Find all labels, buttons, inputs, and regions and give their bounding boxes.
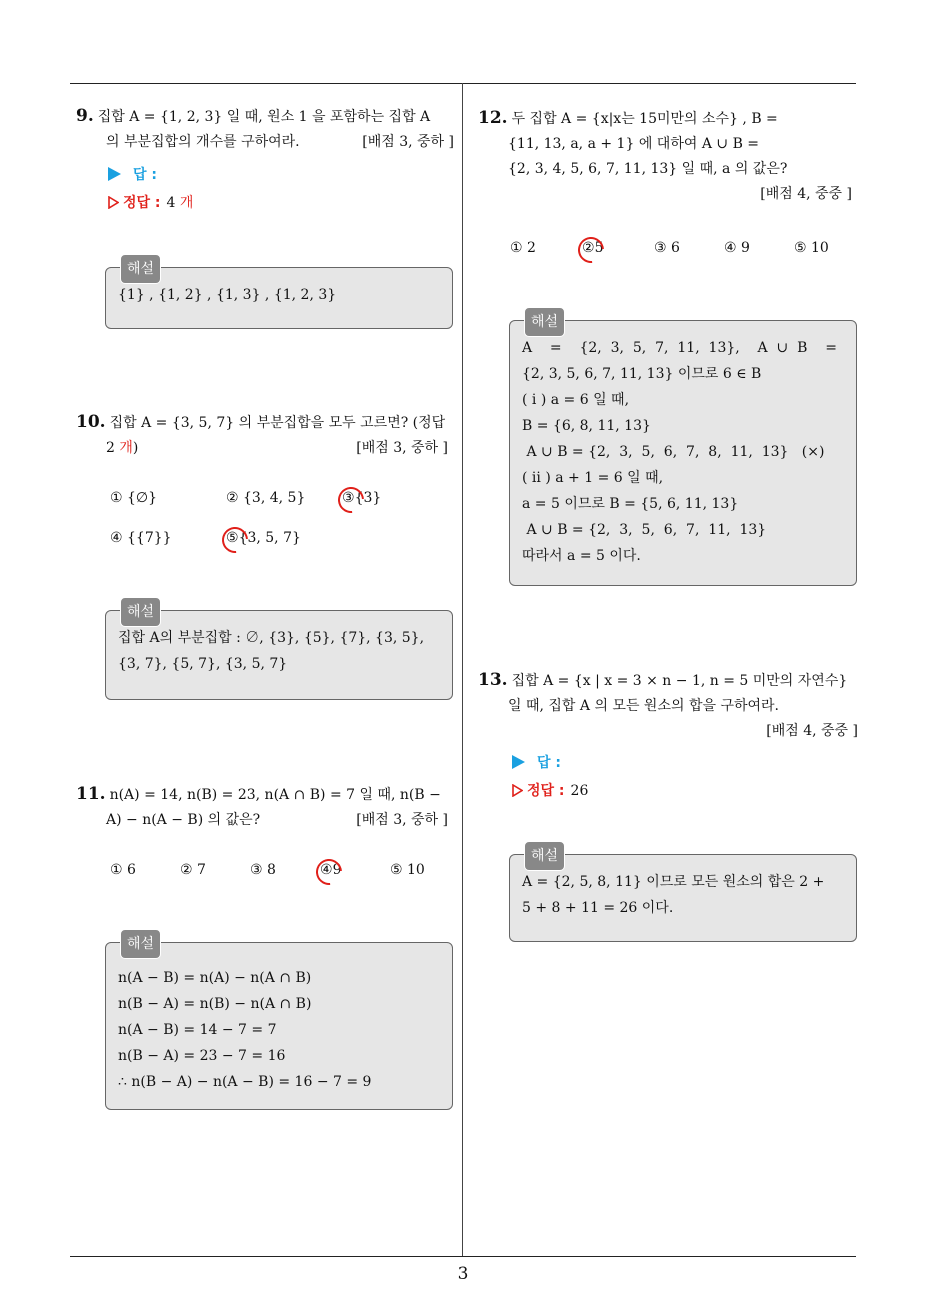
play-outline-icon	[512, 784, 523, 797]
choice-4[interactable]: ④ {{7}}	[110, 530, 172, 546]
question-text-line: {11, 13, a, a + 1} 에 대하여 A ∪ B =	[508, 136, 760, 152]
selected-circle-mark	[217, 522, 254, 559]
choice-3[interactable]: ③ 6	[654, 240, 680, 256]
explanation-line: ∴ n(B − A) − n(A − B) = 16 − 7 = 9	[118, 1074, 372, 1090]
question-9	[76, 104, 454, 155]
answer-label: 답 :	[537, 755, 561, 771]
question-text-line: 두 집합 A = {x|x는 15미만의 소수} , B =	[511, 111, 778, 127]
question-text-line: 집합 A = {x | x = 3 × n − 1, n = 5 미만의 자연수}	[511, 673, 848, 689]
choice-1[interactable]: ① 6	[110, 862, 136, 878]
question-text-line: 의 부분집합의 개수를 구하여라.	[106, 134, 300, 150]
explanation-line: ( i ) a = 6 일 때,	[522, 392, 630, 408]
choice-2[interactable]: ② 5	[582, 240, 603, 256]
score-label: [배점 4, 중중 ]	[760, 186, 852, 202]
play-icon	[108, 167, 121, 181]
question-10: 10. 집합 A = {3, 5, 7} 의 부분집합을 모두 고르면? (정답 2 개) [배점 3, 중하 ]	[76, 410, 454, 461]
explanation-line: n(B − A) = 23 − 7 = 16	[118, 1048, 286, 1064]
score-label: [배점 3, 중하 ]	[362, 134, 454, 150]
explanation-box	[509, 314, 857, 586]
question-text-line: 집합 A = {3, 5, 7} 의 부분집합을 모두 고르면? (정답	[109, 415, 446, 431]
explanation-line: A ∪ B = {2, 3, 5, 6, 7, 8, 11, 13} (×)	[522, 444, 825, 460]
choice-4[interactable]: ④ 9	[320, 862, 341, 878]
explanation-line: a = 5 이므로 B = {5, 6, 11, 13}	[522, 496, 739, 512]
selected-circle-mark	[311, 854, 348, 891]
question-text-line: n(A) = 14, n(B) = 23, n(A ∩ B) = 7 일 때, n(B −	[109, 787, 441, 803]
explanation-line: 집합 A의 부분집합 : ∅, {3}, {5}, {7}, {3, 5},	[118, 630, 425, 646]
answer-label: 답 :	[133, 167, 157, 183]
explanation-tag: 해설	[524, 841, 565, 871]
choice-4[interactable]: ④ 9	[724, 240, 750, 256]
correct-answer-value: 26	[570, 783, 589, 799]
choice-5[interactable]: ⑤ 10	[390, 862, 425, 878]
selected-circle-mark	[333, 482, 370, 519]
choice-3[interactable]: ③ {3}	[342, 490, 381, 506]
explanation-line: A = {2, 5, 8, 11} 이므로 모든 원소의 합은 2 +	[522, 874, 825, 890]
correct-answer-value: 4 개	[166, 195, 194, 211]
explanation-line: n(A − B) = 14 − 7 = 7	[118, 1022, 277, 1038]
explanation-line: n(B − A) = n(B) − n(A ∩ B)	[118, 996, 312, 1012]
column-divider	[462, 83, 463, 1256]
choice-list	[110, 490, 450, 550]
question-number: 11.	[76, 784, 106, 804]
play-icon	[512, 755, 525, 769]
correct-answer-label: 정답 :	[527, 783, 565, 799]
explanation-line: {2, 3, 5, 6, 7, 11, 13} 이므로 6 ∈ B	[522, 366, 762, 382]
explanation-line: ( ii ) a + 1 = 6 일 때,	[522, 470, 664, 486]
question-text-line: 일 때, 집합 A 의 모든 원소의 합을 구하여라.	[508, 698, 779, 714]
question-11	[76, 782, 454, 833]
correct-answer-label: 정답 :	[123, 195, 161, 211]
explanation-tag: 해설	[120, 597, 161, 627]
choice-1[interactable]: ① {∅}	[110, 490, 158, 506]
explanation-box	[105, 604, 453, 700]
question-text-line: A) − n(A − B) 의 값은?	[106, 812, 261, 828]
question-number: 10.	[76, 412, 106, 432]
choice-2[interactable]: ② {3, 4, 5}	[226, 490, 306, 506]
question-text-line: {2, 3, 4, 5, 6, 7, 11, 13} 일 때, a 의 값은?	[508, 161, 788, 177]
explanation-box	[105, 261, 453, 329]
explanation-line: {1} , {1, 2} , {1, 3} , {1, 2, 3}	[118, 287, 337, 303]
choice-5[interactable]: ⑤ {3, 5, 7}	[226, 530, 301, 546]
choice-list	[510, 240, 856, 264]
explanation-tag: 해설	[120, 929, 161, 959]
explanation-line: 5 + 8 + 11 = 26 이다.	[522, 900, 674, 916]
question-number: 9.	[76, 106, 94, 126]
question-13	[478, 668, 858, 744]
answer-line	[108, 164, 163, 184]
page-number: 3	[457, 1264, 469, 1284]
score-label: [배점 3, 중하 ]	[356, 812, 448, 828]
explanation-line: n(A − B) = n(A) − n(A ∩ B)	[118, 970, 312, 986]
explanation-line: {3, 7}, {5, 7}, {3, 5, 7}	[118, 656, 288, 672]
explanation-line: B = {6, 8, 11, 13}	[522, 418, 651, 434]
choice-1[interactable]: ① 2	[510, 240, 536, 256]
answer-line	[512, 752, 567, 772]
score-label: [배점 3, 중하 ]	[356, 440, 448, 456]
question-number: 12.	[478, 108, 508, 128]
explanation-tag: 해설	[524, 307, 565, 337]
explanation-box	[509, 848, 857, 942]
question-12	[478, 106, 858, 207]
explanation-box	[105, 936, 453, 1110]
choice-2[interactable]: ② 7	[180, 862, 206, 878]
explanation-tag: 해설	[120, 254, 161, 284]
play-outline-icon	[108, 196, 119, 209]
explanation-line: A ∪ B = {2, 3, 5, 6, 7, 11, 13}	[522, 522, 767, 538]
correct-answer-line	[108, 192, 193, 212]
selected-circle-mark	[573, 232, 610, 269]
explanation-line: 따라서 a = 5 이다.	[522, 548, 641, 564]
choice-5[interactable]: ⑤ 10	[794, 240, 829, 256]
score-label: [배점 4, 중중 ]	[766, 723, 858, 739]
explanation-line: A = {2, 3, 5, 7, 11, 13}, A ∪ B =	[522, 340, 837, 356]
bottom-rule	[70, 1256, 856, 1257]
correct-answer-line	[512, 780, 588, 800]
choice-list	[110, 862, 450, 886]
question-text-line: 집합 A = {1, 2, 3} 일 때, 원소 1 을 포함하는 집합 A	[97, 109, 431, 125]
question-number: 13.	[478, 670, 508, 690]
choice-3[interactable]: ③ 8	[250, 862, 276, 878]
top-rule	[70, 83, 856, 84]
